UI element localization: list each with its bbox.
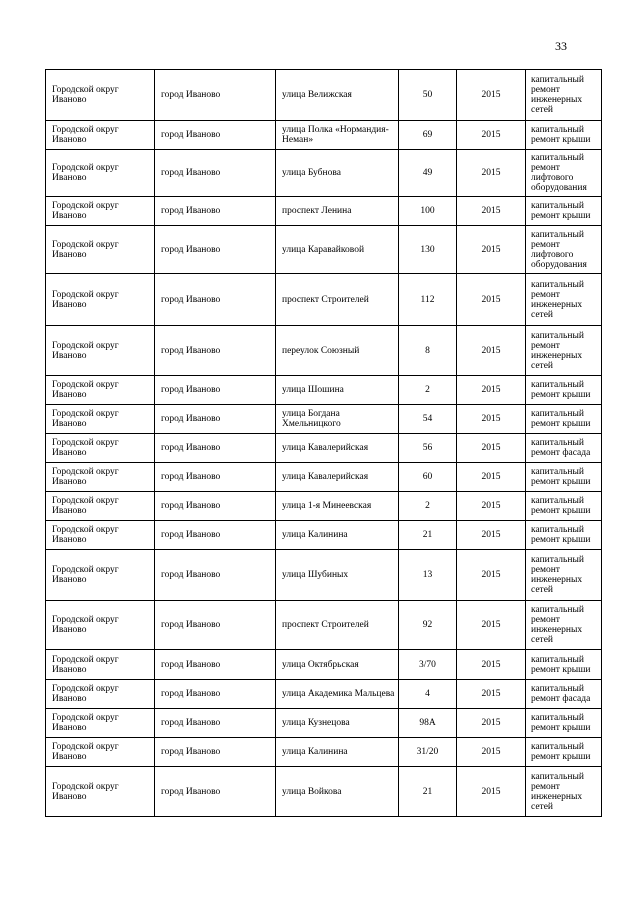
district-cell: Городской округ Иваново [46, 197, 155, 226]
table-row [46, 521, 602, 550]
district-cell: Городской округ Иваново [46, 226, 155, 274]
city-cell: город Иваново [155, 274, 276, 326]
table-row [46, 150, 602, 197]
year-cell: 2015 [457, 738, 526, 767]
street-cell: улица Кузнецова [276, 709, 399, 738]
district-cell: Городской округ Иваново [46, 376, 155, 405]
city-cell: город Иваново [155, 550, 276, 601]
year-cell: 2015 [457, 226, 526, 274]
city-cell: город Иваново [155, 738, 276, 767]
house-number-cell: 69 [399, 121, 457, 150]
district-cell: Городской округ Иваново [46, 680, 155, 709]
year-cell: 2015 [457, 521, 526, 550]
table-row [46, 274, 602, 326]
year-cell: 2015 [457, 434, 526, 463]
city-cell: город Иваново [155, 434, 276, 463]
house-number-cell: 130 [399, 226, 457, 274]
city-cell: город Иваново [155, 521, 276, 550]
table-row [46, 326, 602, 376]
work-type-cell: капитальный ремонт крыши [526, 405, 602, 434]
district-cell: Городской округ Иваново [46, 709, 155, 738]
house-number-cell: 8 [399, 326, 457, 376]
work-type-cell: капитальный ремонт лифтового оборудования [526, 150, 602, 197]
house-number-cell: 4 [399, 680, 457, 709]
work-type-cell: капитальный ремонт крыши [526, 376, 602, 405]
work-type-cell: капитальный ремонт крыши [526, 738, 602, 767]
district-cell: Городской округ Иваново [46, 121, 155, 150]
year-cell: 2015 [457, 463, 526, 492]
repair-table-body [46, 70, 602, 817]
year-cell: 2015 [457, 326, 526, 376]
year-cell: 2015 [457, 121, 526, 150]
house-number-cell: 56 [399, 434, 457, 463]
district-cell: Городской округ Иваново [46, 274, 155, 326]
work-type-cell: капитальный ремонт фасада [526, 434, 602, 463]
house-number-cell: 112 [399, 274, 457, 326]
year-cell: 2015 [457, 680, 526, 709]
table-row [46, 226, 602, 274]
city-cell: город Иваново [155, 680, 276, 709]
city-cell: город Иваново [155, 709, 276, 738]
house-number-cell: 3/70 [399, 650, 457, 680]
street-cell: улица Октябрьская [276, 650, 399, 680]
work-type-cell: капитальный ремонт инженерных сетей [526, 767, 602, 817]
table-row [46, 463, 602, 492]
table-row [46, 70, 602, 121]
city-cell: город Иваново [155, 70, 276, 121]
table-row [46, 680, 602, 709]
table-row [46, 650, 602, 680]
year-cell: 2015 [457, 709, 526, 738]
street-cell: проспект Ленина [276, 197, 399, 226]
street-cell: улица Кавалерийская [276, 463, 399, 492]
work-type-cell: капитальный ремонт лифтового оборудования [526, 226, 602, 274]
year-cell: 2015 [457, 376, 526, 405]
street-cell: улица Полка «Нормандия-Неман» [276, 121, 399, 150]
work-type-cell: капитальный ремонт крыши [526, 197, 602, 226]
table-row [46, 709, 602, 738]
street-cell: улица Богдана Хмельницкого [276, 405, 399, 434]
district-cell: Городской округ Иваново [46, 550, 155, 601]
work-type-cell: капитальный ремонт инженерных сетей [526, 550, 602, 601]
work-type-cell: капитальный ремонт крыши [526, 521, 602, 550]
year-cell: 2015 [457, 150, 526, 197]
year-cell: 2015 [457, 767, 526, 817]
street-cell: переулок Союзный [276, 326, 399, 376]
district-cell: Городской округ Иваново [46, 434, 155, 463]
street-cell: улица Шубиных [276, 550, 399, 601]
street-cell: улица Академика Мальцева [276, 680, 399, 709]
district-cell: Городской округ Иваново [46, 521, 155, 550]
house-number-cell: 31/20 [399, 738, 457, 767]
table-row [46, 767, 602, 817]
district-cell: Городской округ Иваново [46, 70, 155, 121]
work-type-cell: капитальный ремонт крыши [526, 650, 602, 680]
district-cell: Городской округ Иваново [46, 738, 155, 767]
city-cell: город Иваново [155, 650, 276, 680]
work-type-cell: капитальный ремонт крыши [526, 492, 602, 521]
year-cell: 2015 [457, 601, 526, 650]
city-cell: город Иваново [155, 150, 276, 197]
work-type-cell: капитальный ремонт инженерных сетей [526, 70, 602, 121]
house-number-cell: 21 [399, 521, 457, 550]
table-row [46, 601, 602, 650]
street-cell: улица Бубнова [276, 150, 399, 197]
city-cell: город Иваново [155, 326, 276, 376]
year-cell: 2015 [457, 70, 526, 121]
city-cell: город Иваново [155, 601, 276, 650]
district-cell: Городской округ Иваново [46, 650, 155, 680]
street-cell: проспект Строителей [276, 601, 399, 650]
house-number-cell: 92 [399, 601, 457, 650]
street-cell: улица Калинина [276, 738, 399, 767]
house-number-cell: 2 [399, 492, 457, 521]
work-type-cell: капитальный ремонт инженерных сетей [526, 601, 602, 650]
street-cell: улица Шошина [276, 376, 399, 405]
year-cell: 2015 [457, 650, 526, 680]
house-number-cell: 13 [399, 550, 457, 601]
house-number-cell: 50 [399, 70, 457, 121]
district-cell: Городской округ Иваново [46, 326, 155, 376]
district-cell: Городской округ Иваново [46, 150, 155, 197]
city-cell: город Иваново [155, 226, 276, 274]
house-number-cell: 2 [399, 376, 457, 405]
house-number-cell: 60 [399, 463, 457, 492]
table-row [46, 405, 602, 434]
district-cell: Городской округ Иваново [46, 405, 155, 434]
house-number-cell: 49 [399, 150, 457, 197]
work-type-cell: капитальный ремонт крыши [526, 121, 602, 150]
district-cell: Городской округ Иваново [46, 601, 155, 650]
work-type-cell: капитальный ремонт инженерных сетей [526, 326, 602, 376]
year-cell: 2015 [457, 492, 526, 521]
district-cell: Городской округ Иваново [46, 492, 155, 521]
house-number-cell: 21 [399, 767, 457, 817]
city-cell: город Иваново [155, 492, 276, 521]
work-type-cell: капитальный ремонт крыши [526, 463, 602, 492]
work-type-cell: капитальный ремонт инженерных сетей [526, 274, 602, 326]
work-type-cell: капитальный ремонт фасада [526, 680, 602, 709]
table-row [46, 550, 602, 601]
page-number: 33 [555, 39, 567, 53]
street-cell: улица Кавалерийская [276, 434, 399, 463]
house-number-cell: 54 [399, 405, 457, 434]
year-cell: 2015 [457, 197, 526, 226]
repair-table [45, 69, 602, 817]
street-cell: улица Калинина [276, 521, 399, 550]
table-row [46, 738, 602, 767]
city-cell: город Иваново [155, 121, 276, 150]
table-row [46, 376, 602, 405]
district-cell: Городской округ Иваново [46, 767, 155, 817]
year-cell: 2015 [457, 274, 526, 326]
table-row [46, 434, 602, 463]
city-cell: город Иваново [155, 767, 276, 817]
street-cell: проспект Строителей [276, 274, 399, 326]
district-cell: Городской округ Иваново [46, 463, 155, 492]
year-cell: 2015 [457, 550, 526, 601]
street-cell: улица 1-я Минеевская [276, 492, 399, 521]
city-cell: город Иваново [155, 405, 276, 434]
table-row [46, 197, 602, 226]
city-cell: город Иваново [155, 376, 276, 405]
street-cell: улица Велижская [276, 70, 399, 121]
street-cell: улица Каравайковой [276, 226, 399, 274]
city-cell: город Иваново [155, 197, 276, 226]
table-row [46, 121, 602, 150]
work-type-cell: капитальный ремонт крыши [526, 709, 602, 738]
year-cell: 2015 [457, 405, 526, 434]
city-cell: город Иваново [155, 463, 276, 492]
table-row [46, 492, 602, 521]
house-number-cell: 100 [399, 197, 457, 226]
street-cell: улица Войкова [276, 767, 399, 817]
house-number-cell: 98А [399, 709, 457, 738]
